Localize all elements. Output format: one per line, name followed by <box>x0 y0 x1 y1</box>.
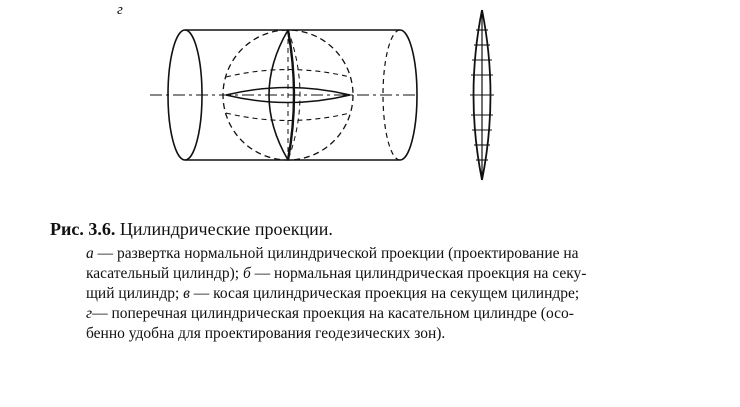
panel-letter: г <box>117 2 123 18</box>
caption-text: — косая цилиндрическая проекция на секущем цилиндре; <box>189 285 580 302</box>
caption-panel-letter: г <box>86 305 93 322</box>
caption-line <box>86 244 730 264</box>
figure-area <box>0 0 740 200</box>
caption-line <box>86 304 730 324</box>
caption-text: — развертка нормальной цилиндрической проекции (проектирование на <box>93 245 579 262</box>
caption-line <box>86 324 730 344</box>
cylinder-projection-drawing <box>0 0 740 200</box>
caption-panel-letter: б <box>242 265 251 282</box>
figure-caption <box>50 218 730 344</box>
caption-title <box>50 218 730 240</box>
caption-text: — поперечная цилиндрическая проекция на касательном цилиндре (осо- <box>92 305 574 322</box>
caption-title-text: Цилиндрические проекции. <box>119 219 333 239</box>
caption-line <box>86 264 730 284</box>
caption-text: касательный цилиндр); <box>86 265 243 282</box>
caption-label: Рис. 3.6. <box>50 219 116 239</box>
developed-zone <box>470 10 494 180</box>
caption-body <box>86 244 730 344</box>
caption-panel-letter: а <box>86 245 94 262</box>
caption-panel-letter: в <box>183 285 190 302</box>
caption-text: бенно удобна для проектирования геодезических зон). <box>86 325 446 342</box>
caption-text: — нормальная цилиндрическая проекция на секу- <box>250 265 587 282</box>
caption-text: щий цилиндр; <box>86 285 184 302</box>
caption-line <box>86 284 730 304</box>
